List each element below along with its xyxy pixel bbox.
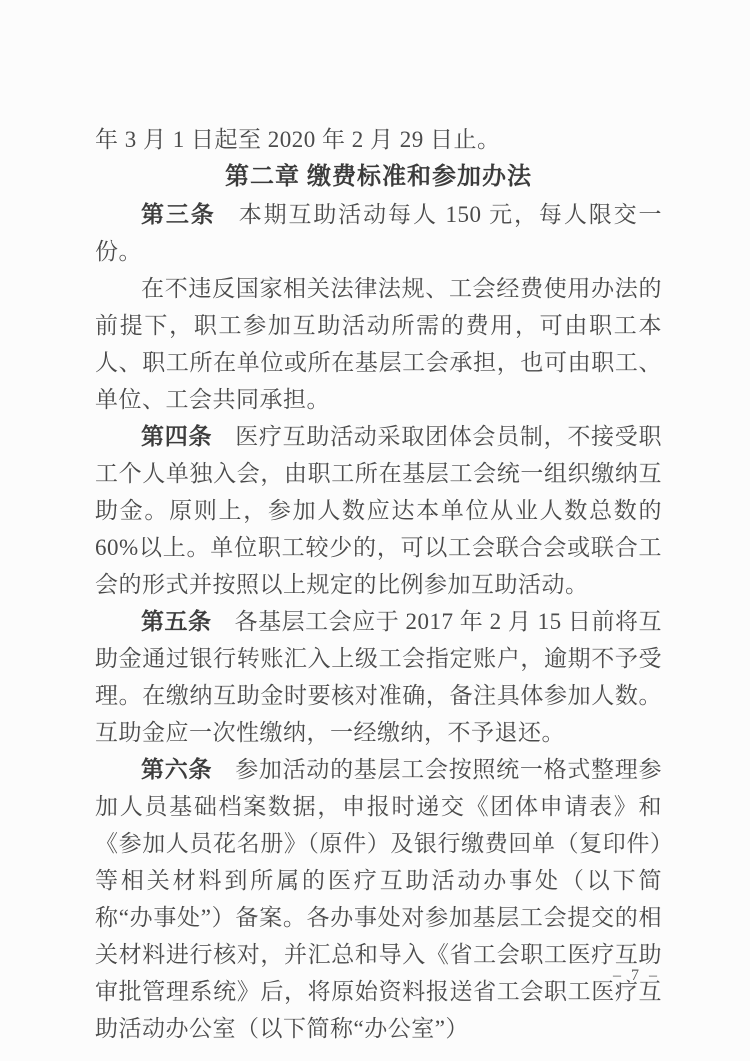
chapter-heading: 第二章 缴费标准和参加办法 <box>225 164 532 190</box>
paragraph-article-6 <box>95 751 662 1047</box>
article-text: 本期互助活动每人 150 元，每人限交一份。 <box>95 202 663 264</box>
article-text: 参加活动的基层工会按照统一格式整理参加人员基础档案数据，申报时递交《团体申请表》和《参加人员花名册》（原件）及银行缴费回单（复印件）等相关材料到所属的医疗互助活动办事处（以下简称“办事处”）备案。各办事处对参加基层工会提交的相关材料进行核对，并汇总和导入《省工会职工医疗互助审批管理系统》后，将原始资料报送省工会职工医疗互助活动办公室（以下简称“办公室”） <box>95 757 663 1041</box>
paragraph-article-5 <box>95 603 662 751</box>
paragraph-article-3 <box>95 196 662 270</box>
body-text: 在不违反国家相关法律法规、工会经费使用办法的前提下，职工参加互助活动所需的费用，可由职工本人、职工所在单位或所在基层工会承担，也可由职工、单位、工会共同承担。 <box>95 276 662 412</box>
paragraph-body <box>95 270 662 418</box>
paragraph-article-4 <box>95 418 662 603</box>
page-number: – 7 – <box>613 967 660 984</box>
article-label: 第五条 <box>141 609 212 634</box>
article-label: 第三条 <box>141 202 216 227</box>
article-label: 第四条 <box>141 424 213 449</box>
article-text: 各基层工会应于 2017 年 2 月 15 日前将互助金通过银行转账汇入上级工会指定账户，逾期不予受理。在缴纳互助金时要核对准确，备注具体参加人数。互助金应一次性缴纳，一经缴纳，不予退还。 <box>95 609 663 745</box>
paragraph-continuation: 年 3 月 1 日起至 2020 年 2 月 29 日止。 <box>95 127 501 152</box>
document-body <box>95 121 662 1047</box>
article-text: 医疗互助活动采取团体会员制，不接受职工个人单独入会，由职工所在基层工会统一组织缴纳互助金。原则上，参加人数应达本单位从业人数总数的 60%以上。单位职工较少的，可以工会联合会或联合工会的形式并按照以上规定的比例参加互助活动。 <box>95 424 663 597</box>
article-label: 第六条 <box>141 757 213 782</box>
